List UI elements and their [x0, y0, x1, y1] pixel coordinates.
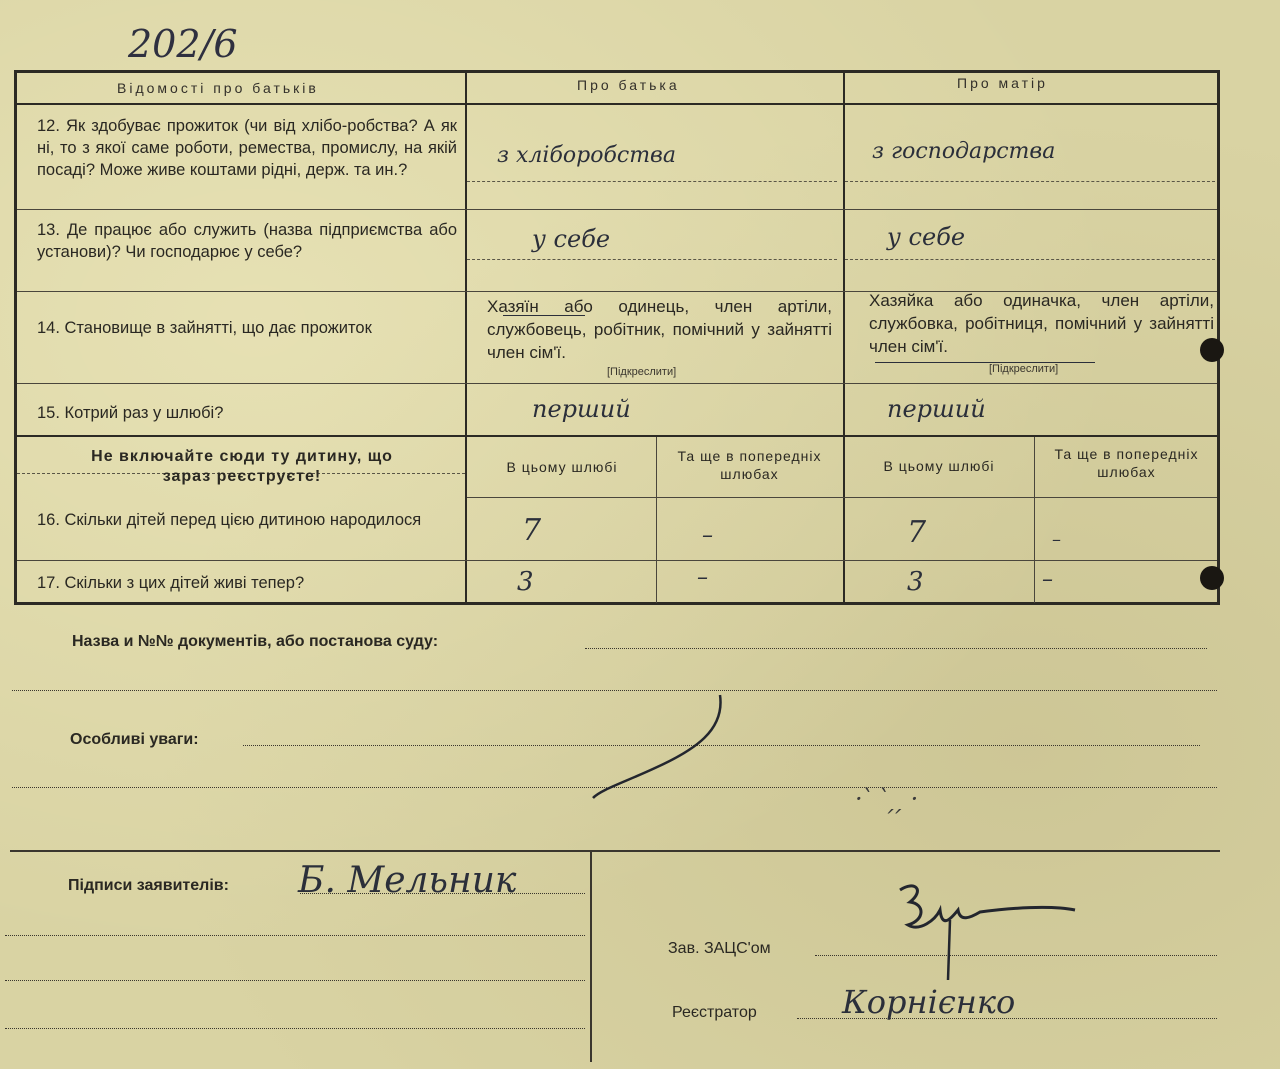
applicant-signature: Б. Мельник — [298, 860, 517, 901]
remarks-cancel-stroke — [585, 690, 735, 810]
head-label: Зав. ЗАЦС'ом — [668, 940, 771, 957]
question-16: 16. Скільки дітей перед цією дитиною народилося — [37, 511, 422, 529]
question-12: 12. Як здобуває прожиток (чи від хлібо-робства? А як ні, то з якої саме роботи, ремества, промислу, на якій посаді? Може живе коштами рідні, держ. та ин.? — [37, 117, 457, 179]
header-mother: Про матір — [957, 75, 1048, 91]
mother-in-previous: Та ще в попередніх шлюбах — [1054, 446, 1199, 480]
archive-number: 202/6 — [128, 22, 238, 66]
answer-17-mother-this: 3 — [907, 567, 924, 597]
answer-16-father-this: 7 — [522, 513, 542, 548]
answer-16-mother-prev: – — [1052, 529, 1061, 550]
answer-13-mother: у себе — [887, 223, 966, 251]
question-15: 15. Котрий раз у шлюбі? — [37, 404, 224, 422]
punch-hole-bottom — [1200, 566, 1224, 590]
answer-15-father: перший — [532, 395, 631, 423]
header-father: Про батька — [577, 77, 680, 93]
answer-12-father: з хліборобства — [497, 143, 676, 168]
answer-16-father-prev: – — [702, 523, 713, 548]
parents-info-table — [14, 70, 1220, 605]
children-note: Не включайте сюди ту дитину, що зараз реєструєте! — [91, 448, 393, 485]
punch-hole-top — [1200, 338, 1224, 362]
answer-17-mother-prev: – — [1042, 567, 1053, 592]
mother-in-this-marriage: В цьому шлюбі — [883, 458, 995, 474]
question-13: 13. Де працює або служить (назва підприємства або установи)? Чи господарює у себе? — [37, 221, 457, 261]
answer-17-father-prev: – — [697, 565, 708, 590]
head-signature — [880, 870, 1090, 1000]
father-in-this-marriage: В цьому шлюбі — [506, 459, 618, 475]
question-17: 17. Скільки з цих дітей живі тепер? — [37, 574, 305, 592]
documents-label: Назва и №№ документів, або постанова суду: — [72, 633, 439, 650]
answer-17-father-this: 3 — [517, 567, 534, 597]
answer-14-father-options: Хазяїн або одинець, член артіли, службовець, робітник, помічний у зайнятті член сім'ї. — [487, 297, 832, 362]
remarks-label: Особливі уваги: — [70, 731, 199, 748]
answer-15-mother: перший — [887, 395, 986, 423]
underline-note-mother: [Підкреслити] — [989, 363, 1059, 375]
question-14: 14. Становище в зайнятті, що дає прожиток — [37, 319, 372, 337]
registrar-signature: Корнієнко — [842, 983, 1016, 1021]
answer-12-mother: з господарства — [872, 139, 1056, 164]
registrar-label: Реєстратор — [672, 1004, 757, 1021]
applicant-signatures-label: Підписи заявителів: — [68, 877, 229, 894]
header-parents-info: Відомості про батьків — [117, 80, 319, 96]
father-in-previous: Та ще в попередніх шлюбах — [677, 448, 822, 482]
answer-16-mother-this: 7 — [907, 515, 927, 550]
underline-note-father: [Підкреслити] — [607, 366, 677, 378]
answer-14-mother-options: Хазяйка або одиначка, член артіли, службовка, робітниця, помічний у зайнятті член сім'ї. — [869, 291, 1214, 356]
answer-13-father: у себе — [532, 225, 611, 253]
